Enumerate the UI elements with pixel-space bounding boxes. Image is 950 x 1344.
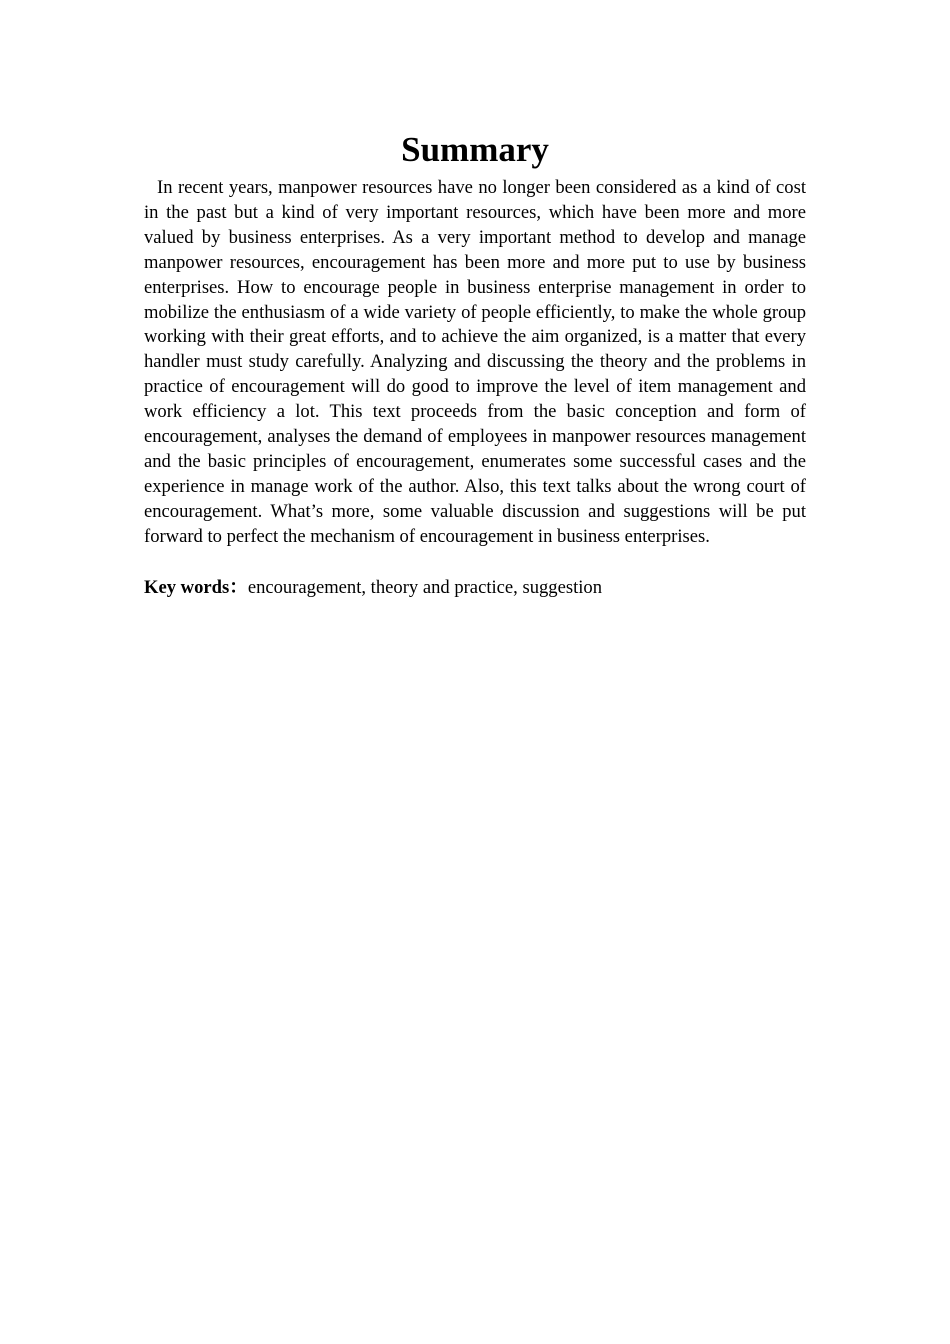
document-content bbox=[144, 128, 806, 600]
keywords-value: encouragement, theory and practice, suggestion bbox=[247, 576, 602, 598]
keywords-line bbox=[144, 575, 806, 600]
keywords-label: Key words： bbox=[144, 576, 248, 598]
summary-paragraph: In recent years, manpower resources have no longer been considered as a kind of cost in the past but a kind of very important resources, which have been more and more valued by business enterprises. As a very important method to develop and manage manpower resources, encouragement has been more and more put to use by business enterprises. How to encourage people in business enterprise management in order to mobilize the enthusiasm of a wide variety of people efficiently, to make the whole group working with their great efforts, and to achieve the aim organized, is a matter that every handler must study carefully. Analyzing and discussing the theory and the problems in practice of encouragement will do good to improve the level of item management and work efficiency a lot. This text proceeds from the basic conception and form of encouragement, analyses the demand of employees in manpower resources management and the basic principles of encouragement, enumerates some successful cases and the experience in manage work of the author. Also, this text talks about the wrong court of encouragement. What’s more, some valuable discussion and suggestions will be put forward to perfect the mechanism of encouragement in business enterprises. bbox=[144, 177, 806, 547]
page-title: Summary bbox=[401, 130, 549, 169]
